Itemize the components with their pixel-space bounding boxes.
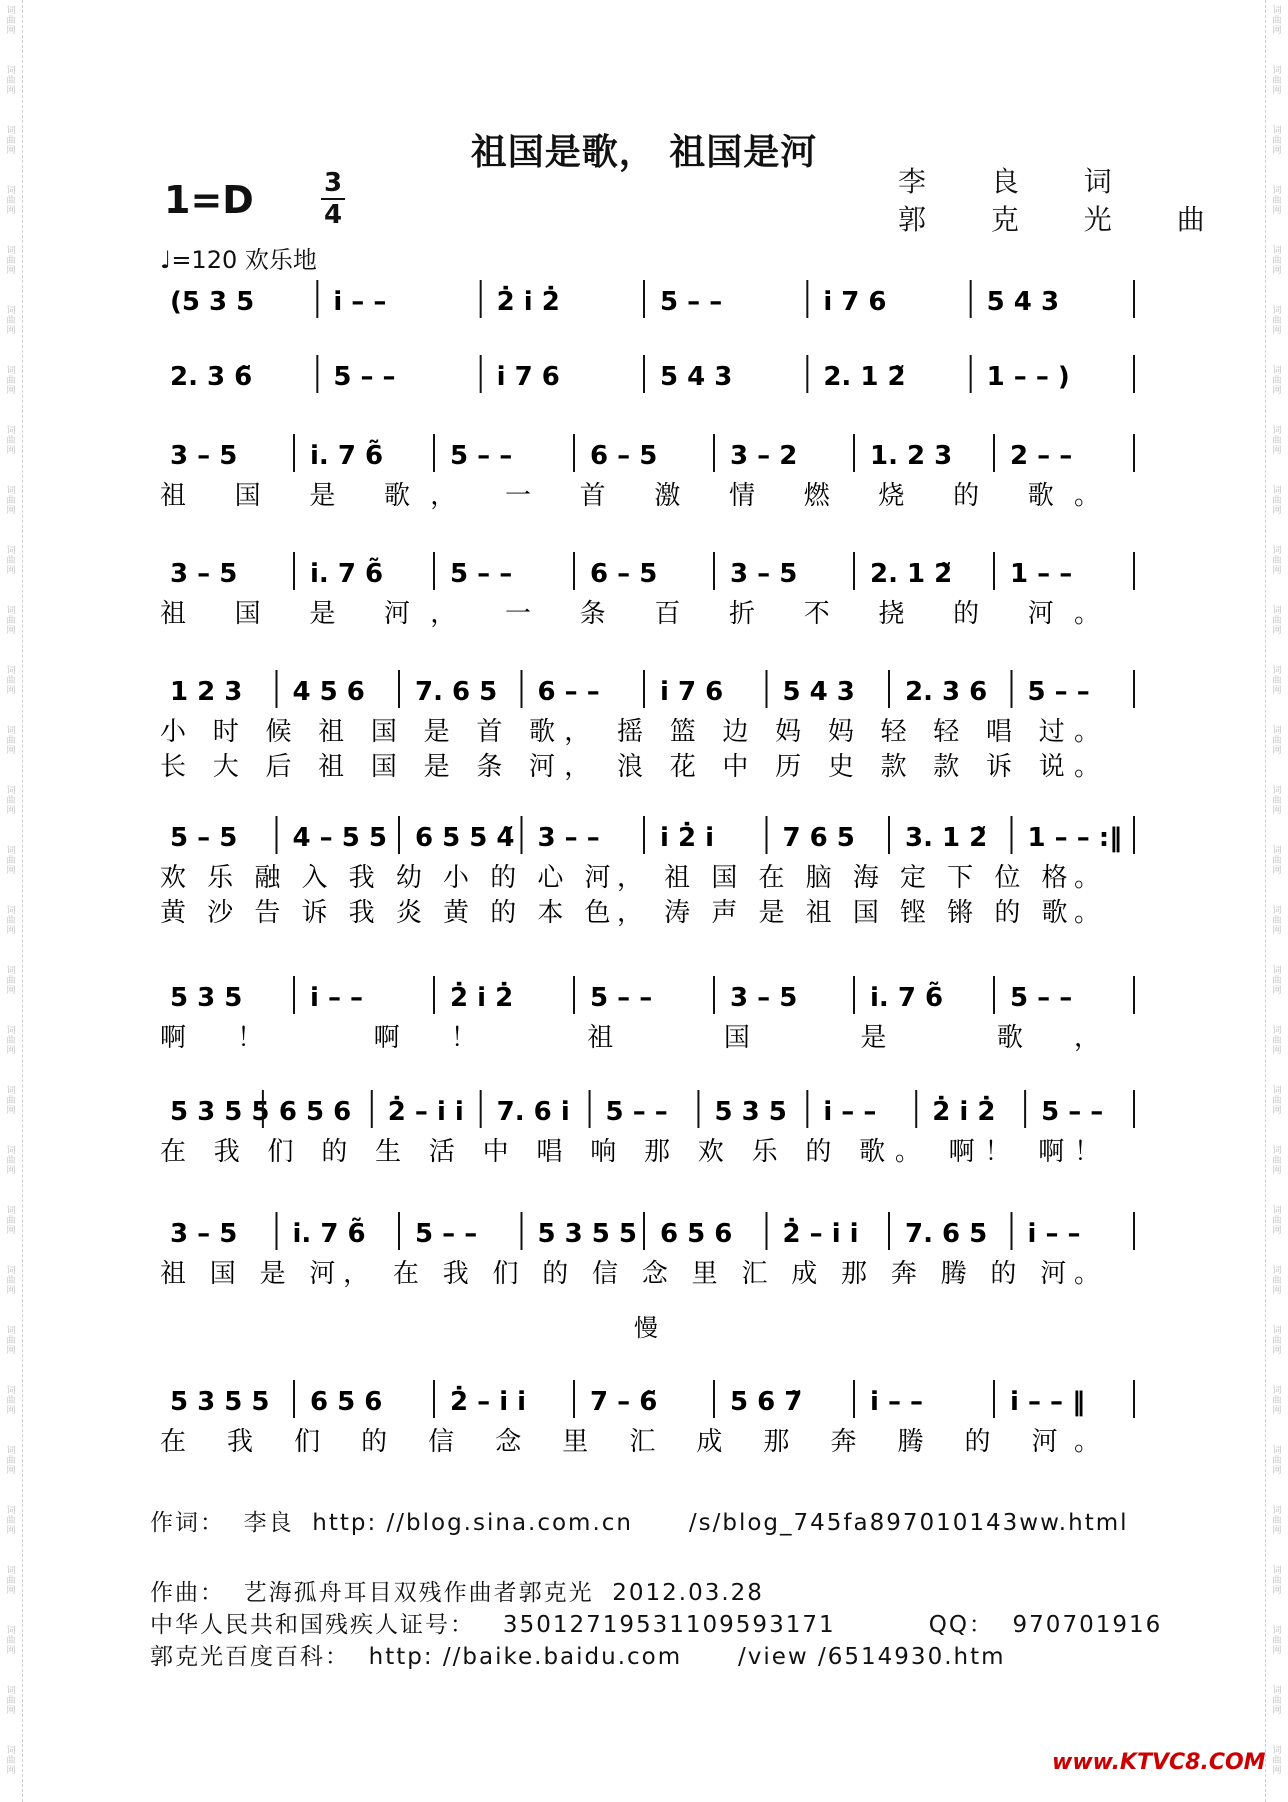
- measure: 1 2 3: [170, 677, 243, 707]
- watermark-text: 词曲网: [1272, 1086, 1282, 1116]
- measure: 1. 2 3: [870, 441, 953, 471]
- watermark-text: 词曲网: [1272, 246, 1282, 276]
- measure: i̇ – –: [333, 287, 387, 317]
- measure: 5 3 5 5: [537, 1219, 638, 1249]
- watermark-text: 词曲网: [6, 1746, 16, 1776]
- measure: i̇ – –: [1027, 1219, 1081, 1249]
- watermark-text: 词曲网: [6, 1026, 16, 1056]
- watermark-text: 词曲网: [6, 1686, 16, 1716]
- lyric-line: 在 我 们 的 信 念 里 汇 成 那 奔 腾 的 河。: [160, 1427, 1101, 1457]
- measure: 6 – 5: [590, 441, 658, 471]
- measure: i̇. 7 6̃: [310, 441, 384, 471]
- measure: 5 4 3: [782, 677, 855, 707]
- lyric-line: 欢 乐 融 入 我 幼 小 的 心 河， 祖 国 在 脑 海 定 下 位 格。: [160, 863, 1100, 893]
- measure: 7 – 6̃: [590, 1387, 658, 1417]
- watermark-text: 词曲网: [1272, 1506, 1282, 1536]
- lyric-line: 祖 国 是 歌， 一 首 激 情 燃 烧 的 歌。: [160, 481, 1101, 511]
- watermark-text: 词曲网: [6, 786, 16, 816]
- measure: 6 – –: [537, 677, 600, 707]
- song-title: 祖国是歌， 祖国是河: [470, 131, 818, 173]
- measure: (5 3 5: [170, 287, 255, 317]
- watermark-text: 词曲网: [1272, 906, 1282, 936]
- lyric-line: 长 大 后 祖 国 是 条 河， 浪 花 中 历 史 款 款 诉 说。: [160, 752, 1100, 782]
- measure: 5 – –: [1027, 677, 1090, 707]
- composer-credit: 郭 克 光 曲: [898, 203, 1233, 236]
- measure: 2̇ – i̇ i̇: [387, 1097, 464, 1127]
- measure: 6 – 5: [590, 559, 658, 589]
- measure: 5 – –: [415, 1219, 478, 1249]
- measure: i̇ 7 6: [660, 677, 724, 707]
- watermark-text: 词曲网: [1272, 786, 1282, 816]
- measure: 3 – 5: [170, 1219, 238, 1249]
- watermark-text: 词曲网: [1272, 606, 1282, 636]
- watermark-text: 词曲网: [6, 846, 16, 876]
- watermark-text: 词曲网: [6, 1206, 16, 1236]
- watermark-text: 词曲网: [1272, 1206, 1282, 1236]
- measure: i̇. 7 6̃: [870, 983, 944, 1013]
- watermark-text: 词曲网: [1272, 1626, 1282, 1656]
- measure: 2 – –: [1010, 441, 1073, 471]
- watermark-text: 词曲网: [6, 1326, 16, 1356]
- measure: 7. 6 5: [415, 677, 498, 707]
- watermark-text: 词曲网: [1272, 1026, 1282, 1056]
- watermark-text: 词曲网: [6, 906, 16, 936]
- footer-lyricist: 作词： 李良 http: //blog.sina.com.cn /s/blog_745fa897010143ww.html: [150, 1510, 1129, 1536]
- measure: 5 – 5: [170, 823, 238, 853]
- measure: 5 – –: [590, 983, 653, 1013]
- measure: 5 4 3: [986, 287, 1060, 317]
- measure: 3 – 5: [730, 983, 798, 1013]
- lyric-line: 黄 沙 告 诉 我 炎 黄 的 本 色， 涛 声 是 祖 国 铿 锵 的 歌。: [160, 898, 1100, 928]
- measure: 5 3 5 5: [170, 1387, 270, 1417]
- measure: 5 3 5: [170, 983, 243, 1013]
- measure: 2. 3 6̃: [170, 362, 253, 392]
- watermark-text: 词曲网: [6, 306, 16, 336]
- measure: 5 3 5 5: [170, 1097, 270, 1127]
- measure: 1 – –: [1010, 559, 1073, 589]
- watermark-text: 词曲网: [1272, 366, 1282, 396]
- lyricist-credit: 李 良 词: [898, 165, 1140, 198]
- watermark-text: 词曲网: [1272, 486, 1282, 516]
- watermark-text: 词曲网: [1272, 546, 1282, 576]
- watermark-text: 词曲网: [6, 966, 16, 996]
- measure: 3 – 5: [170, 559, 238, 589]
- watermark-text: 词曲网: [1272, 1326, 1282, 1356]
- measure: 3 – –: [537, 823, 600, 853]
- footer-baike: 郭克光百度百科： http: //baike.baidu.com /view /6514930.htm: [150, 1644, 1006, 1670]
- watermark-text: 词曲网: [1272, 846, 1282, 876]
- measure: 7. 6 i̇: [496, 1097, 570, 1127]
- notation-layer: [170, 280, 1134, 1418]
- watermark-text: 词曲网: [6, 1506, 16, 1536]
- watermark-text: 词曲网: [6, 606, 16, 636]
- measure: 5 – –: [450, 441, 513, 471]
- lyrics-layer: [160, 481, 1100, 1457]
- watermark-text: 词曲网: [1272, 306, 1282, 336]
- measure: 1 – – ): [986, 362, 1070, 392]
- time-signature-top: 3: [323, 168, 343, 198]
- measure: 1 – – :‖: [1027, 823, 1123, 853]
- measure: 3. 1 2̃: [905, 823, 988, 853]
- time-signature-bottom: 4: [323, 200, 343, 230]
- measure: 3 – 5: [170, 441, 238, 471]
- measure: 2. 3 6: [905, 677, 988, 707]
- watermark-text: 词曲网: [1272, 186, 1282, 216]
- measure: 5 6 7̃: [730, 1387, 803, 1417]
- measure: i̇. 7 6̃: [292, 1219, 366, 1249]
- lyric-line: 啊！ 啊！ 祖 国 是 歌，: [160, 1023, 1100, 1053]
- watermark-text: 词曲网: [6, 546, 16, 576]
- measure: 2. 1 2̃: [823, 362, 906, 392]
- watermark-text: 词曲网: [1272, 966, 1282, 996]
- watermark-text: 词曲网: [6, 1446, 16, 1476]
- measure: 2̇ – i̇ i̇: [450, 1387, 527, 1417]
- measure: 3 – 5: [730, 559, 798, 589]
- measure: 4 – 5 5: [292, 823, 387, 853]
- measure: 5 – –: [1010, 983, 1073, 1013]
- lyric-line: 祖 国 是 河， 在 我 们 的 信 念 里 汇 成 那 奔 腾 的 河。: [160, 1259, 1100, 1289]
- watermark-text: 词曲网: [6, 366, 16, 396]
- measure: 6 5 6: [278, 1097, 352, 1127]
- watermark-text: 词曲网: [1272, 1386, 1282, 1416]
- measure: 7. 6 5: [905, 1219, 988, 1249]
- footer-composer: 作曲： 艺海孤舟耳目双残作曲者郭克光 2012.03.28: [150, 1580, 764, 1606]
- watermark-text: 词曲网: [6, 126, 16, 156]
- watermark-text: 词曲网: [6, 246, 16, 276]
- watermark-text: 词曲网: [1272, 66, 1282, 96]
- measure: 5 – –: [605, 1097, 668, 1127]
- watermark-text: 词曲网: [6, 1266, 16, 1296]
- watermark-text: 词曲网: [1272, 426, 1282, 456]
- watermark-text: 词曲网: [6, 666, 16, 696]
- measure: 3 – 2: [730, 441, 798, 471]
- watermark-text: 词曲网: [1272, 1746, 1282, 1776]
- watermark-text: 词曲网: [6, 1626, 16, 1656]
- lyric-line: 在 我 们 的 生 活 中 唱 响 那 欢 乐 的 歌。 啊！ 啊！: [160, 1137, 1100, 1167]
- slow-marking: 慢: [634, 1314, 658, 1342]
- tempo-marking: ♩=120 欢乐地: [160, 246, 317, 274]
- watermark-text: 词曲网: [1272, 126, 1282, 156]
- measure: i̇ – –: [823, 1097, 877, 1127]
- measure: i̇. 7 6̃: [310, 559, 384, 589]
- measure: 5 – –: [660, 287, 723, 317]
- watermark-text: 词曲网: [1272, 1566, 1282, 1596]
- brand-watermark: www.KTVC8.COM: [1052, 1750, 1266, 1775]
- measure: 2̇ i̇ 2̇: [496, 287, 560, 317]
- measure: 5 – –: [1041, 1097, 1104, 1127]
- measure: i̇ – –: [310, 983, 364, 1013]
- watermark-text: 词曲网: [6, 486, 16, 516]
- watermark-text: 词曲网: [6, 66, 16, 96]
- watermark-text: 词曲网: [6, 1386, 16, 1416]
- measure: i̇ – –: [870, 1387, 924, 1417]
- measure: i̇ 7 6: [496, 362, 560, 392]
- measure: 5 3 5: [714, 1097, 787, 1127]
- measure: 4 5 6: [292, 677, 365, 707]
- footer-certificate: 中华人民共和国残疾人证号： 35012719531109593171 QQ： 970701916: [150, 1612, 1163, 1638]
- watermark-text: 词曲网: [6, 6, 16, 36]
- measure: i̇ 2̇ i̇: [660, 823, 715, 853]
- watermark-text: 词曲网: [6, 1566, 16, 1596]
- lyric-line: 小 时 候 祖 国 是 首 歌， 摇 篮 边 妈 妈 轻 轻 唱 过。: [160, 717, 1100, 747]
- measure: 5 – –: [450, 559, 513, 589]
- watermark-text: 词曲网: [1272, 666, 1282, 696]
- key-signature: 1=D: [164, 178, 254, 222]
- measure: 2̇ – i̇ i̇: [782, 1219, 859, 1249]
- measure: i̇ – – ‖: [1010, 1387, 1086, 1417]
- watermark-text: 词曲网: [1272, 1446, 1282, 1476]
- measure: 6 5 6: [660, 1219, 733, 1249]
- measure: 2̇ i̇ 2̇: [450, 983, 514, 1013]
- measure: 5 – –: [333, 362, 396, 392]
- watermark-text: 词曲网: [6, 1086, 16, 1116]
- watermark-text: 词曲网: [6, 426, 16, 456]
- measure: 5 4 3: [660, 362, 733, 392]
- watermark-text: 词曲网: [1272, 1266, 1282, 1296]
- measure: i̇ 7 6: [823, 287, 887, 317]
- measure: 6 5 6: [310, 1387, 383, 1417]
- measure: 6 5 5 4̃: [415, 823, 515, 853]
- measure: 2. 1 2̃: [870, 559, 953, 589]
- lyric-line: 祖 国 是 河， 一 条 百 折 不 挠 的 河。: [160, 599, 1101, 629]
- watermark-text: 词曲网: [6, 726, 16, 756]
- watermark-text: 词曲网: [1272, 726, 1282, 756]
- watermark-text: 词曲网: [6, 1146, 16, 1176]
- watermark-text: 词曲网: [1272, 1686, 1282, 1716]
- measure: 7 6 5: [782, 823, 855, 853]
- watermark-text: 词曲网: [1272, 1146, 1282, 1176]
- measure: 2̇ i̇ 2̇: [932, 1097, 996, 1127]
- watermark-text: 词曲网: [1272, 6, 1282, 36]
- watermark-text: 词曲网: [6, 186, 16, 216]
